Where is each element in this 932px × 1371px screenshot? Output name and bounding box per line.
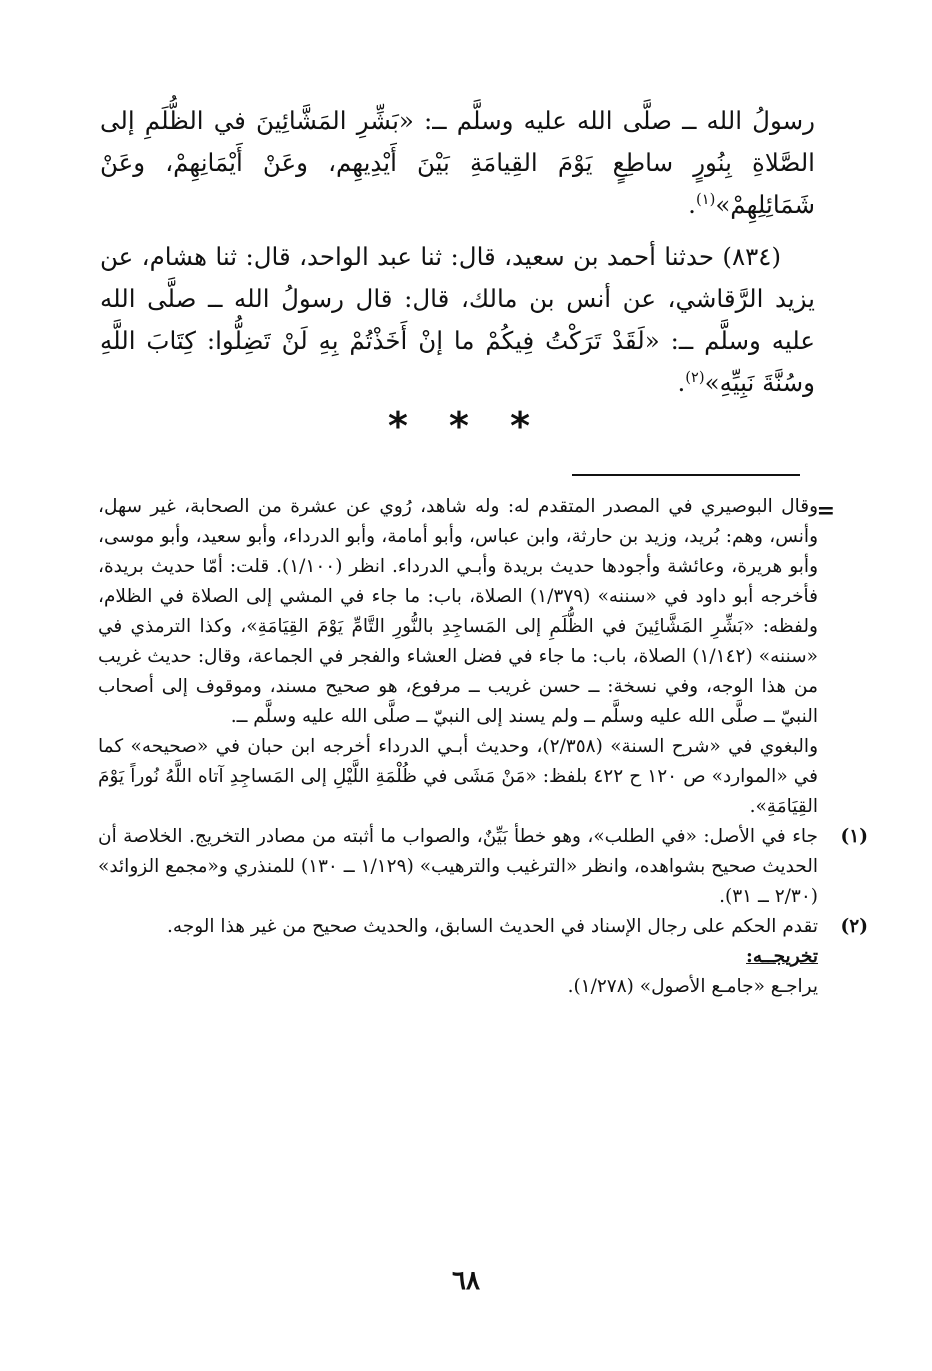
page-number: ٦٨ xyxy=(452,1266,480,1296)
continuation-mark: = xyxy=(816,498,835,524)
footnote-ref-2: (٢) xyxy=(685,368,705,386)
hadith-text: (٨٣٤) حدثنا أحمد بن سعيد، قال: ثنا عبد الواحد، قال: ثنا هشام، عن يزيد الرَّقاشي، عن أنس بن مالك، قال: قال رسولُ الله ــ صلَّى الله عليه وسلَّم ــ: «لَقَدْ تَرَكْتُ فِيكُمْ ما إنْ أَخَذْتُمْ بِهِ لَنْ تَضِلُّوا: كِتَابَ اللَّهِ وسُنَّةَ نَبِيِّهِ» xyxy=(100,242,815,397)
footnote-number: (١) xyxy=(840,826,868,847)
footnote-continuation-paragraph-2: والبغوي في «شرح السنة» (٢/٣٥٨)، وحديث أبـي الدرداء أخرجه ابن حبان في «صحيحه» كما في «الموارد» ص ١٢٠ ح ٤٢٢ بلفظ: «مَنْ مَشَى في ظُلْمَةِ اللَّيْلِ إلى المَساجِدِ آتاه اللَّهُ نُوراً يَوْمَ القِيَامَةِ». xyxy=(98,736,819,817)
footnotes xyxy=(98,492,868,1002)
paragraph-continuation xyxy=(100,100,815,226)
footnote-2 xyxy=(98,912,868,942)
footnote-text: جاء في الأصل: «في الطلب»، وهو خطأ بَيِّنٌ، والصواب ما أثبته من مصادر التخريج. الخلاصة أن الحديث صحيح بشواهده، وانظر «الترغيب والترهيب» (١/١٢٩ ــ ١٣٠) للمنذري و«مجمع الزوائد» (٢/٣٠ ــ ٣١). xyxy=(98,826,818,907)
period: . xyxy=(677,368,686,397)
hadith-834 xyxy=(100,236,815,404)
takhrij-heading: تخريجــه: xyxy=(746,946,818,967)
period: . xyxy=(688,190,696,219)
footnote-text: تقدم الحكم على رجال الإسناد في الحديث السابق، والحديث صحيح من غير هذا الوجه. xyxy=(166,916,818,937)
takhrij-text: يراجـع «جامـع الأصول» (١/٢٧٨). xyxy=(567,976,818,997)
section-separator: * * * xyxy=(387,404,545,448)
footnote-continuation-paragraph: وقال البوصيري في المصدر المتقدم له: وله شاهد، رُوي عن عشرة من الصحابة، غير سهل، وأنس، وهم: بُريد، وزيد بن حارثة، وابن عباس، وأبو أمامة، وأبو الدرداء، وأبو سعيد، وأبو موسى، وأبو هريرة، وعائشة وأجودها حديث بريدة وأبـي الدرداء. انظر (١/١٠٠). قلت: أمّا حديث بريدة، فأخرجه أبو داود في «سننه» (١/٣٧٩) الصلاة، باب: ما جاء في المشي إلى الصلاة في الظلام، ولفظه: «بَشِّرِ المَشَّائِينَ في الظُّلَمِ إلى المَساجِدِ بالنُّورِ التَّامِّ يَوْمَ القِيَامَةِ»، وكذا الترمذي في «سننه» (١/١٤٢) الصلاة، باب: ما جاء في فضل العشاء والفجر في الجماعة، وقال: حديث غريب من هذا الوجه، وفي نسخة: ــ حسن غريب ــ مرفوع، هو صحيح مسند، وموقوف إلى أصحاب النبيّ ــ صلَّى الله عليه وسلَّم ــ ولم يسند إلى النبيّ ــ صلَّى الله عليه وسلَّم ــ. xyxy=(98,496,819,727)
footnote-1 xyxy=(98,822,868,912)
main-text xyxy=(100,100,815,404)
paragraph-text: رسولُ الله ــ صلَّى الله عليه وسلَّم ــ: «بَشِّرِ المَشَّائِينَ في الظُّلَمِ إلى الصَّلاةِ بِنُورٍ ساطِعٍ يَوْمَ القِيامَةِ بَيْنَ أَيْدِيهِم، وعَنْ أَيْمَانِهِمْ، وعَنْ شَمَائِلِهِمْ» xyxy=(100,106,815,219)
footnote-ref-1: (١) xyxy=(695,190,716,208)
footnote-rule xyxy=(572,474,800,476)
footnote-number: (٢) xyxy=(840,916,868,937)
